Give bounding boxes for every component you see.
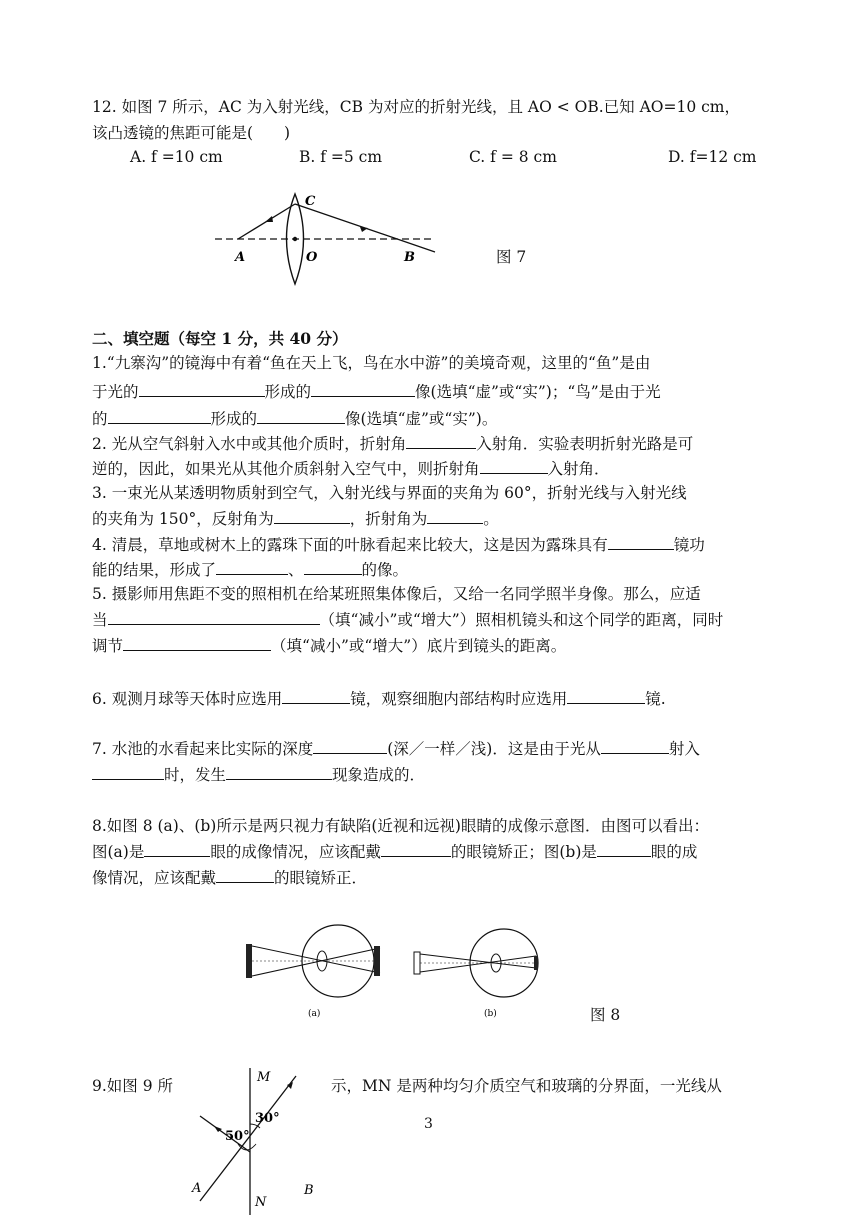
- q12-option-b: B. f =5 cm: [299, 148, 383, 166]
- q4-text: 、: [288, 561, 304, 579]
- q8-text: 像情况，应该配戴: [92, 869, 217, 887]
- q6-line1: [92, 687, 666, 710]
- q1-text: 于光的: [92, 383, 139, 401]
- q6-text: 镜，观察细胞内部结构时应选用: [350, 690, 568, 708]
- fig8b-label: (b): [484, 1009, 497, 1019]
- q8-line3: [92, 866, 367, 889]
- figure-8a-eye-diagram: [238, 924, 388, 1024]
- q5-blank-2[interactable]: [123, 634, 271, 651]
- fig7-label-a: A: [235, 250, 246, 265]
- q8-text: 眼的成像情况，应该配戴: [210, 843, 381, 861]
- q5-text: 当: [92, 611, 108, 629]
- q1-text: 的: [92, 410, 108, 428]
- q3-blank-2[interactable]: [427, 507, 483, 524]
- q2-line2: [92, 457, 610, 480]
- q8-line1: 8.如图 8 (a)、(b)所示是两只视力有缺陷(近视和远视)眼睛的成像示意图．由图可以看出：: [92, 817, 709, 835]
- q7-text: 7. 水池的水看起来比实际的深度: [92, 740, 314, 758]
- q5-line1: 5. 摄影师用焦距不变的照相机在给某班照集体像后，又给一名同学照半身像。那么，应适: [92, 585, 701, 603]
- q5-line3: [92, 634, 566, 657]
- q4-text: 的像。: [361, 561, 409, 579]
- fig8a-label: (a): [308, 1009, 321, 1019]
- q6-blank-2[interactable]: [567, 687, 645, 704]
- q8-blank-2[interactable]: [381, 840, 451, 857]
- figure-9-refraction-diagram: [180, 1068, 330, 1215]
- fig9-label-b: B: [304, 1183, 314, 1198]
- q9-line1b: 示，MN 是两种均匀介质空气和玻璃的分界面，一光线从: [331, 1077, 722, 1095]
- q4-text: 镜功: [673, 536, 705, 554]
- q5-blank-1[interactable]: [108, 608, 320, 625]
- figure-7-lens-diagram: [210, 186, 450, 290]
- q2-line1: [92, 432, 693, 455]
- q9-line1a: 9.如图 9 所: [92, 1077, 174, 1095]
- figure-7-caption: 图 7: [496, 248, 527, 266]
- q7-blank-2[interactable]: [601, 737, 669, 754]
- fig7-label-b: B: [404, 250, 415, 265]
- q8-blank-3[interactable]: [597, 840, 651, 857]
- q8-blank-1[interactable]: [144, 840, 210, 857]
- q7-blank-3[interactable]: [92, 763, 164, 780]
- q7-text: (深／一样／浅)．这是由于光从: [387, 740, 601, 758]
- q4-line1: [92, 533, 705, 556]
- q5-text: （填“减小”或“增大”）底片到镜头的距离。: [271, 637, 567, 655]
- q1-line3: [92, 407, 497, 430]
- q1-text: 像(选填“虚”或“实”)；“鸟”是由于光: [415, 383, 661, 401]
- q7-blank-4[interactable]: [226, 763, 332, 780]
- page-number: 3: [424, 1116, 433, 1132]
- q1-blank-3[interactable]: [108, 407, 211, 424]
- figure-8-caption: 图 8: [590, 1006, 621, 1024]
- q6-blank-1[interactable]: [282, 687, 350, 704]
- q1-line1: 1.“九寨沟”的镜海中有着“鱼在天上飞，鸟在水中游”的美境奇观，这里的“鱼”是由: [92, 354, 651, 372]
- q2-blank-1[interactable]: [406, 432, 476, 449]
- q8-text: 图(a)是: [92, 843, 145, 861]
- q1-text: 形成的: [210, 410, 258, 428]
- q12-line1: 12. 如图 7 所示，AC 为入射光线，CB 为对应的折射光线，且 AO < OB.已知 AO=10 cm，: [92, 98, 740, 116]
- q2-text: 入射角．实验表明折射光路是可: [476, 435, 694, 453]
- q8-text: 眼的成: [650, 843, 698, 861]
- q8-blank-4[interactable]: [216, 866, 274, 883]
- q1-text: 像(选填“虚”或“实”)。: [345, 410, 498, 428]
- q3-blank-1[interactable]: [274, 507, 350, 524]
- fig9-label-n: N: [255, 1195, 267, 1210]
- q4-blank-2[interactable]: [216, 558, 288, 575]
- q4-text: 4. 清晨，草地或树木上的露珠下面的叶脉看起来比较大，这是因为露珠具有: [92, 536, 608, 554]
- q8-text: 的眼镜矫正．: [274, 869, 368, 887]
- q8-line2: [92, 840, 697, 863]
- q2-blank-2[interactable]: [480, 457, 548, 474]
- q4-blank-1[interactable]: [608, 533, 674, 550]
- fig9-label-a: A: [192, 1181, 202, 1196]
- q2-text: 逆的，因此，如果光从其他介质斜射入空气中，则折射角: [92, 460, 480, 478]
- q3-line1: 3. 一束光从某透明物质射到空气，入射光线与界面的夹角为 60°，折射光线与入射光线: [92, 484, 687, 502]
- section-2-heading: 二、填空题（每空 1 分，共 40 分）: [92, 329, 348, 348]
- q5-text: （填“减小”或“增大”）照相机镜头和这个同学的距离，同时: [319, 611, 724, 629]
- q3-text: ，折射角为: [349, 510, 428, 528]
- q12-option-a: A. f =10 cm: [130, 148, 223, 166]
- q3-text: 。: [483, 510, 499, 528]
- q2-text: 入射角．: [547, 460, 610, 478]
- q5-text: 调节: [92, 637, 124, 655]
- q4-blank-3[interactable]: [304, 558, 362, 575]
- q12-option-c: C. f = 8 cm: [469, 148, 557, 166]
- q7-blank-1[interactable]: [313, 737, 387, 754]
- q7-text: 现象造成的．: [332, 766, 426, 784]
- q6-text: 6. 观测月球等天体时应选用: [92, 690, 283, 708]
- q7-line2: [92, 763, 425, 786]
- q12-option-d: D. f=12 cm: [668, 148, 757, 166]
- fig7-label-o: O: [306, 250, 318, 265]
- fig7-label-c: C: [305, 194, 316, 209]
- q7-text: 射入: [668, 740, 700, 758]
- figure-8b-eye-diagram: [408, 924, 558, 1024]
- q8-text: 的眼镜矫正；图(b)是: [450, 843, 597, 861]
- q4-text: 能的结果，形成了: [92, 561, 217, 579]
- q1-blank-1[interactable]: [139, 380, 265, 397]
- q1-line2: [92, 380, 661, 403]
- q7-text: 时，发生: [164, 766, 227, 784]
- q6-text: 镜.: [645, 690, 666, 708]
- q3-line2: [92, 507, 499, 530]
- q5-line2: [92, 608, 723, 631]
- q1-text: 形成的: [264, 383, 312, 401]
- q7-line1: [92, 737, 700, 760]
- fig9-angle-30: 30°: [255, 1111, 280, 1126]
- q1-blank-4[interactable]: [257, 407, 345, 424]
- q4-line2: [92, 558, 408, 581]
- q12-line2: 该凸透镜的焦距可能是( ): [92, 124, 291, 142]
- fig9-label-m: M: [257, 1070, 271, 1085]
- fig9-angle-50: 50°: [225, 1129, 250, 1144]
- q1-blank-2[interactable]: [311, 380, 415, 397]
- q3-text: 的夹角为 150°，反射角为: [92, 510, 274, 528]
- q2-text: 2. 光从空气斜射入水中或其他介质时，折射角: [92, 435, 407, 453]
